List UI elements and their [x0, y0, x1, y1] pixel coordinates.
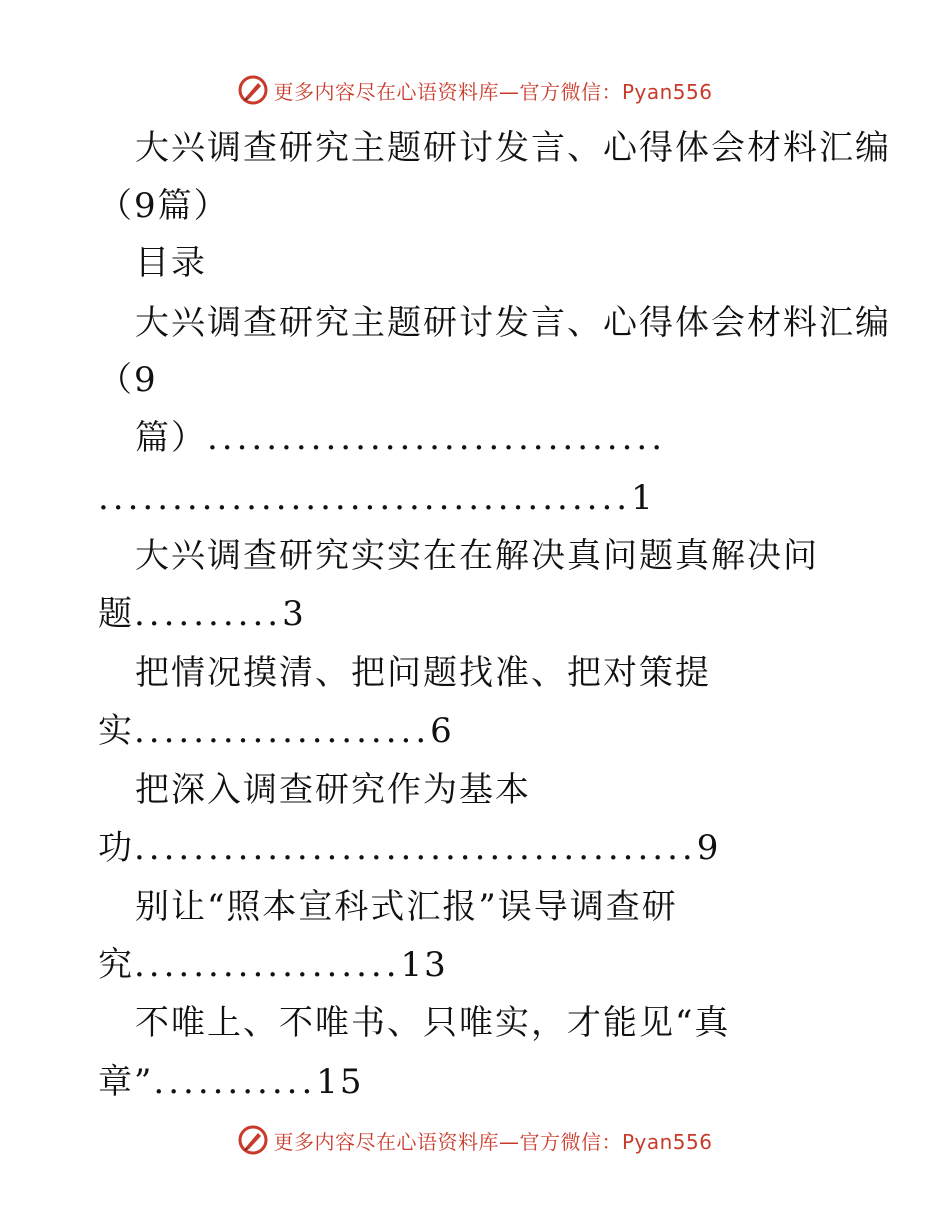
toc-entry-1-line4	[98, 478, 655, 518]
toc-entry-1-page: 1	[631, 478, 655, 518]
header-banner	[0, 70, 950, 110]
toc-entry-6-text-line2: 章”	[98, 1062, 154, 1102]
toc-entry-4-line2	[98, 828, 720, 868]
toc-entry-5-line1: 别让“照本宣科式汇报”误导调查研	[135, 887, 678, 927]
toc-entry-6-leader-dots: ...........	[153, 1062, 317, 1102]
toc-entry-1-line2: （9	[98, 360, 158, 400]
toc-entry-5-leader-dots: ..................	[134, 945, 401, 985]
toc-entry-4-text-line2: 功	[98, 828, 134, 868]
toc-entry-2-leader-dots: ..........	[134, 594, 283, 634]
toc-entry-2-page: 3	[282, 594, 306, 634]
toc-entry-6-page: 15	[316, 1062, 364, 1102]
toc-entry-1-text-line3: 篇）	[135, 418, 207, 458]
toc-entry-1-leader-dots-2: ....................................	[98, 478, 632, 518]
toc-entry-5-text-line2: 究	[98, 945, 134, 985]
toc-entry-6-line1: 不唯上、不唯书、只唯实，才能见“真	[135, 1003, 731, 1043]
toc-entry-3-leader-dots: ....................	[134, 711, 431, 751]
toc-entry-6-line2	[98, 1062, 364, 1102]
banner-text: 更多内容尽在心语资料库—官方微信：Pyan556	[273, 1129, 713, 1154]
toc-entry-3-page: 6	[430, 711, 454, 751]
toc-entry-4-leader-dots: ......................................	[134, 828, 697, 868]
toc-entry-1-line3	[135, 418, 666, 458]
footer-banner	[0, 1120, 950, 1160]
document-title-line2: （9篇）	[98, 186, 230, 226]
document-title-line1: 大兴调查研究主题研讨发言、心得体会材料汇编	[135, 128, 891, 168]
toc-entry-3-line2	[98, 711, 454, 751]
toc-entry-2-text-line2: 题	[98, 594, 134, 634]
toc-entry-2-line2	[98, 594, 306, 634]
toc-heading: 目录	[135, 243, 207, 283]
banner-text: 更多内容尽在心语资料库—官方微信：Pyan556	[273, 79, 713, 104]
toc-entry-1-leader-dots: ...............................	[207, 418, 667, 458]
pen-logo-icon	[237, 74, 269, 106]
toc-entry-3-line1: 把情况摸清、把问题找准、把对策提	[135, 653, 711, 693]
toc-entry-3-text-line2: 实	[98, 711, 134, 751]
toc-entry-2-line1: 大兴调查研究实实在在解决真问题真解决问	[135, 536, 819, 576]
toc-entry-1-line1: 大兴调查研究主题研讨发言、心得体会材料汇编	[135, 303, 891, 343]
toc-entry-5-page: 13	[400, 945, 448, 985]
toc-entry-4-page: 9	[696, 828, 721, 868]
toc-entry-5-line2	[98, 945, 448, 985]
toc-entry-4-line1: 把深入调查研究作为基本	[135, 770, 531, 810]
pen-logo-icon	[237, 1124, 269, 1156]
